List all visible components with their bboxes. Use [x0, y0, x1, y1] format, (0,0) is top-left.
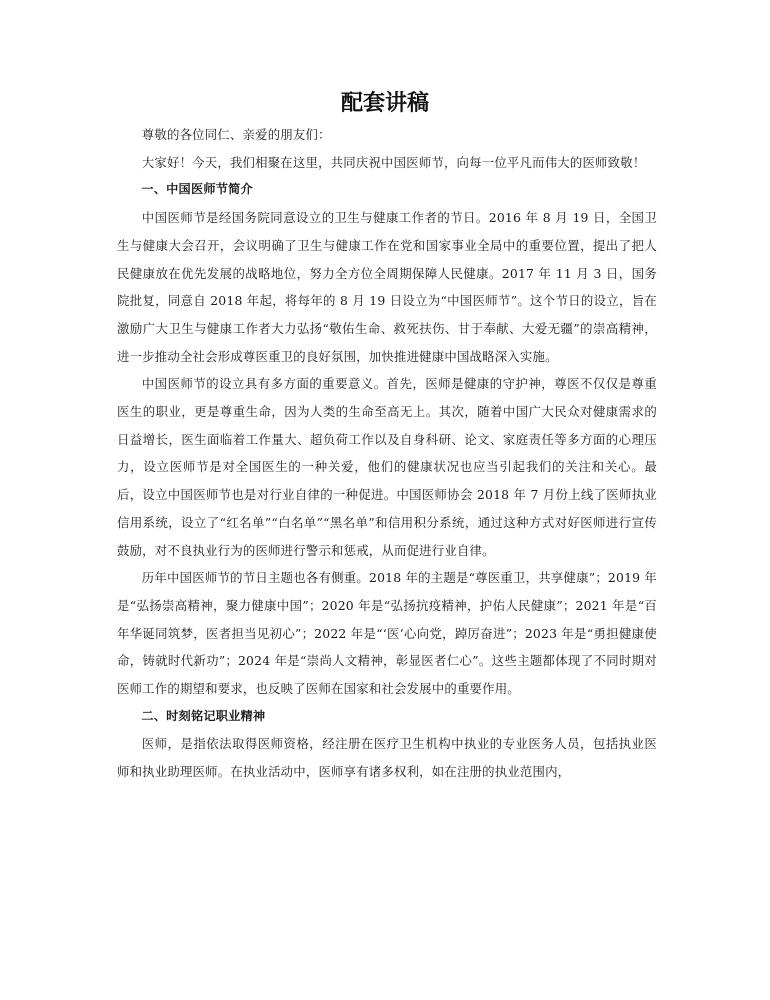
body-paragraph: 医师，是指依法取得医师资格，经注册在医疗卫生机构中执业的专业医务人员，包括执业医师和执业助理医师。在执业活动中，医师享有诸多权利，如在注册的执业范围内，: [117, 736, 657, 780]
document-body: [117, 121, 657, 786]
section-heading-2: 二、时刻铭记职业精神: [141, 708, 266, 723]
document-title: 配套讲稿: [340, 91, 429, 116]
salutation: 尊敬的各位同仁、亲爱的朋友们：: [141, 127, 331, 142]
body-paragraph: 历年中国医师节的节日主题也各有侧重。2018 年的主题是“尊医重卫，共享健康”；2019 年是“弘扬崇高精神，聚力健康中国”；2020 年是“弘扬抗疫精神，护佑人民健康”；2021 年是“百年华诞同筑梦，医者担当见初心”；2022 年是“‘医’心向党，踔厉奋进”；2023 年是“勇担健康使命，铸就时代新功”；2024 年是“崇尚人文精神，彰显医者仁心”。这些主题都体现了不同时期对医师工作的期望和要求，也反映了医师在国家和社会发展中的重要作用。: [117, 570, 657, 697]
section-heading-1: 一、中国医师节简介: [141, 182, 253, 197]
greeting-paragraph: 大家好！今天，我们相聚在这里，共同庆祝中国医师节，向每一位平凡而伟大的医师致敬！: [141, 154, 646, 170]
body-paragraph: 中国医师节是经国务院同意设立的卫生与健康工作者的节日。2016 年 8 月 19 日，全国卫生与健康大会召开，会议明确了卫生与健康工作在党和国家事业全局中的重要位置，提出了把人民健康放在优先发展的战略地位，努力全方位全周期保障人民健康。2017 年 11 月 3 日，国务院批复，同意自 2018 年起，将每年的 8 月 19 日设立为“中国医师节”。这个节日的设立，旨在激励广大卫生与健康工作者大力弘扬“敬佑生命、救死扶伤、甘于奉献、大爱无疆”的崇高精神，进一步推动全社会形成尊医重卫的良好氛围，加快推进健康中国战略深入实施。: [117, 210, 657, 364]
body-paragraph: 中国医师节的设立具有多方面的重要意义。首先，医师是健康的守护神，尊医不仅仅是尊重医生的职业，更是尊重生命，因为人类的生命至高无上。其次，随着中国广大民众对健康需求的日益增长，医生面临着工作量大、超负荷工作以及自身科研、论文、家庭责任等多方面的心理压力，设立医师节是对全国医生的一种关爱，他们的健康状况也应当引起我们的关注和关心。最后，设立中国医师节也是对行业自律的一种促进。中国医师协会 2018 年 7 月份上线了医师执业信用系统，设立了“红名单”“白名单”“黑名单”和信用积分系统，通过这种方式对好医师进行宣传鼓励，对不良执业行为的医师进行警示和惩戒，从而促进行业自律。: [117, 376, 657, 558]
